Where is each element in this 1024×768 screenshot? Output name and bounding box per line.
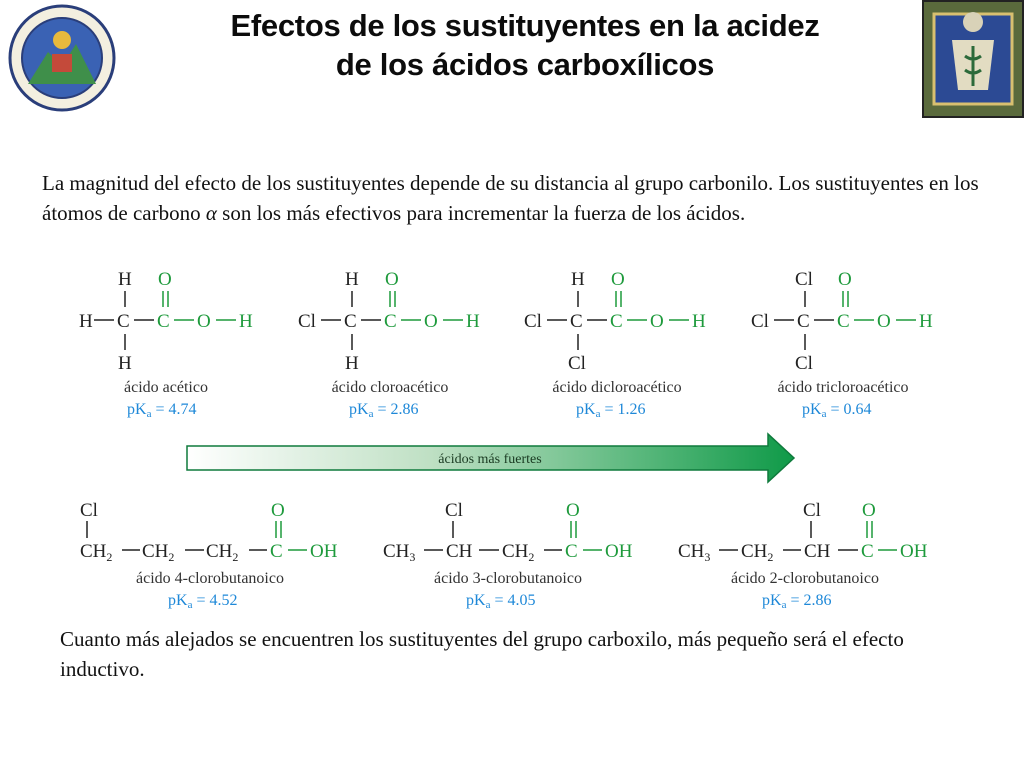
molecule-dichloroacetic-acid	[524, 269, 706, 374]
atom-o-hydroxyl: O	[650, 311, 664, 332]
pka-value: 0.64	[843, 401, 872, 418]
atom-o-carbonyl: O	[838, 269, 852, 290]
atom-h: H	[118, 269, 132, 290]
atom-c-carbonyl: C	[610, 311, 623, 332]
group-ch2: CH	[502, 541, 529, 562]
pka-label: pKa = 0.64	[802, 401, 872, 420]
group-oh: OH	[900, 541, 928, 562]
group-ch2: CH	[206, 541, 233, 562]
acid-name: ácido 4-clorobutanoico	[136, 570, 284, 587]
pka-value: 1.26	[617, 401, 646, 418]
conclusion-paragraph: Cuanto más alejados se encuentren los sustituyentes del grupo carboxilo, más pequeño será el efecto inductivo.	[60, 627, 904, 681]
pka-label: pKa = 2.86	[762, 592, 832, 611]
svg-text:CH2: $CH_2$	[142, 541, 175, 564]
group-ch3: CH	[678, 541, 705, 562]
pka-value: 4.05	[507, 592, 536, 609]
atom-cl: Cl	[80, 500, 98, 521]
molecule-acetic-acid	[79, 269, 253, 374]
intro-text-1: La magnitud del efecto de los sustituyentes depende de su distancia al grupo carbonilo. Los sustituyentes en los átomos de carbono	[42, 171, 979, 225]
pka-value: 2.86	[803, 592, 832, 609]
atom-c-carbonyl: C	[861, 541, 874, 562]
atom-cl: Cl	[568, 353, 586, 374]
atom-o-carbonyl: O	[158, 269, 172, 290]
pka-label: pKa = 1.26	[576, 401, 646, 420]
atom-c: C	[570, 311, 583, 332]
group-ch: CH	[804, 541, 831, 562]
atom-c-carbonyl: C	[270, 541, 283, 562]
atom-cl: Cl	[803, 500, 821, 521]
alpha-symbol: α	[205, 201, 217, 225]
atom-h: H	[79, 311, 93, 332]
group-ch2: CH	[142, 541, 169, 562]
svg-text:CH2: $CH_2$	[502, 541, 535, 564]
group-ch2: CH	[741, 541, 768, 562]
molecule-trichloroacetic-acid	[751, 269, 933, 374]
pka-label: pKa = 4.74	[127, 401, 197, 420]
svg-text:CH3: $CH_3$	[678, 541, 711, 564]
atom-h-acidic: H	[692, 311, 706, 332]
pka-label: pKa = 4.05	[466, 592, 536, 611]
atom-o-hydroxyl: O	[197, 311, 211, 332]
atom-o-carbonyl: O	[271, 500, 285, 521]
atom-cl: Cl	[298, 311, 316, 332]
atom-c-carbonyl: C	[565, 541, 578, 562]
atom-o-hydroxyl: O	[877, 311, 891, 332]
acid-name: ácido cloroacético	[331, 379, 449, 396]
atom-o-carbonyl: O	[566, 500, 580, 521]
atom-cl: Cl	[795, 353, 813, 374]
molecule-chloroacetic-acid	[298, 269, 480, 374]
group-oh: OH	[605, 541, 633, 562]
pka-value: 4.52	[209, 592, 238, 609]
atom-c-carbonyl: C	[837, 311, 850, 332]
atom-cl: Cl	[795, 269, 813, 290]
group-ch3: CH	[383, 541, 410, 562]
atom-cl: Cl	[524, 311, 542, 332]
atom-h: H	[345, 353, 359, 374]
atom-c-carbonyl: C	[384, 311, 397, 332]
acid-name: ácido 3-clorobutanoico	[434, 570, 582, 587]
atom-o-carbonyl: O	[385, 269, 399, 290]
atom-o-carbonyl: O	[611, 269, 625, 290]
molecule-4-chlorobutanoic-acid	[80, 500, 338, 564]
acid-name: ácido dicloroacético	[552, 379, 682, 396]
atom-c: C	[797, 311, 810, 332]
group-ch: CH	[446, 541, 473, 562]
svg-text:CH2: $CH_2$	[80, 541, 113, 564]
molecule-2-chlorobutanoic-acid	[678, 500, 928, 564]
title-line-1: Efectos de los sustituyentes en la acidez	[230, 8, 820, 43]
title-line-2: de los ácidos carboxílicos	[335, 47, 715, 82]
svg-text:CH2: $CH_2$	[206, 541, 239, 564]
atom-h-acidic: H	[919, 311, 933, 332]
acid-name: ácido tricloroacético	[777, 379, 909, 396]
atom-h: H	[118, 353, 132, 374]
atom-h-acidic: H	[239, 311, 253, 332]
atom-cl: Cl	[445, 500, 463, 521]
group-ch2: CH	[80, 541, 107, 562]
atom-cl: Cl	[751, 311, 769, 332]
atom-o-hydroxyl: O	[424, 311, 438, 332]
atom-c: C	[344, 311, 357, 332]
group-oh: OH	[310, 541, 338, 562]
acid-name: ácido 2-clorobutanoico	[731, 570, 879, 587]
arrow-label: ácidos más fuertes	[438, 452, 542, 467]
stronger-acids-arrow	[187, 434, 794, 482]
svg-text:CH2: $CH_2$	[741, 541, 774, 564]
svg-text:CH3: $CH_3$	[383, 541, 416, 564]
atom-h-acidic: H	[466, 311, 480, 332]
acid-name: ácido acético	[124, 379, 208, 396]
atom-c-carbonyl: C	[157, 311, 170, 332]
atom-o-carbonyl: O	[862, 500, 876, 521]
pka-label: pKa = 4.52	[168, 592, 238, 611]
pka-value: 4.74	[168, 401, 197, 418]
pka-value: 2.86	[390, 401, 419, 418]
pka-label: pKa = 2.86	[349, 401, 419, 420]
molecule-3-chlorobutanoic-acid	[383, 500, 633, 564]
atom-c: C	[117, 311, 130, 332]
atom-h: H	[571, 269, 585, 290]
intro-text-2: son los más efectivos para incrementar la fuerza de los ácidos.	[216, 201, 746, 225]
atom-h: H	[345, 269, 359, 290]
